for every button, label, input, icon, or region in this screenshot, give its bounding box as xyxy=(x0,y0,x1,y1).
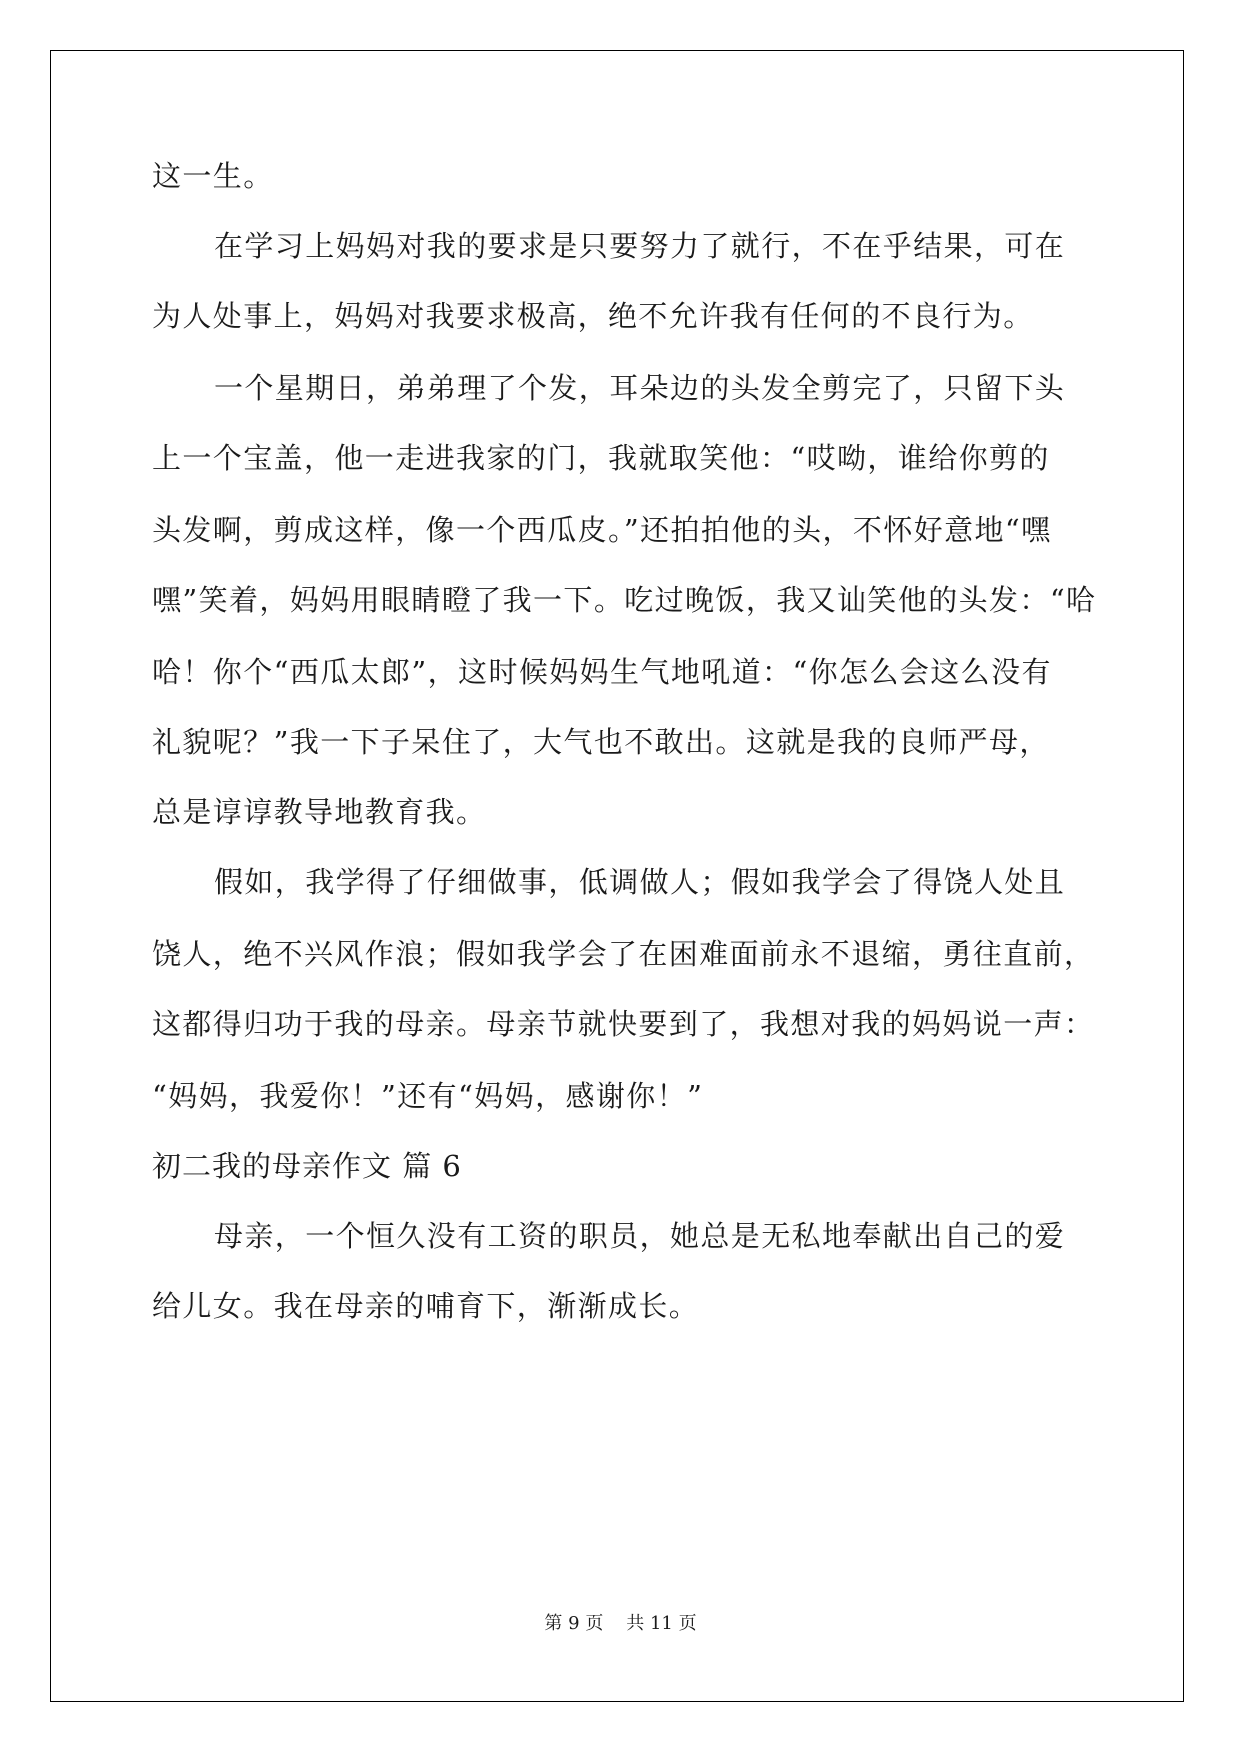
text-line: “妈妈，我爱你！”还有“妈妈，感谢你！” xyxy=(152,1079,704,1113)
text-line: 头发啊，剪成这样，像一个西瓜皮。”还拍拍他的头，不怀好意地“嘿 xyxy=(152,513,1052,547)
text-line: 嘿”笑着，妈妈用眼睛瞪了我一下。吃过晚饭，我又讪笑他的头发：“哈 xyxy=(152,583,1097,617)
total-pages: 共 11 页 xyxy=(626,1613,697,1634)
text-line: 在学习上妈妈对我的要求是只要努力了就行，不在乎结果，可在 xyxy=(214,229,1066,263)
text-line: 上一个宝盖，他一走进我家的门，我就取笑他：“哎呦，谁给你剪的 xyxy=(152,441,1050,475)
page-footer xyxy=(0,1612,1241,1636)
text-line: 哈！你个“西瓜太郎”，这时候妈妈生气地吼道：“你怎么会这么没有 xyxy=(152,655,1052,689)
text-line: 为人处事上，妈妈对我要求极高，绝不允许我有任何的不良行为。 xyxy=(152,299,1034,333)
text-line: 一个星期日，弟弟理了个发，耳朵边的头发全剪完了，只留下头 xyxy=(214,371,1066,405)
text-line: 饶人，绝不兴风作浪；假如我学会了在困难面前永不退缩，勇往直前， xyxy=(152,937,1095,971)
section-heading: 初二我的母亲作文 篇 6 xyxy=(152,1149,462,1183)
text-line: 假如，我学得了仔细做事，低调做人；假如我学会了得饶人处且 xyxy=(214,865,1066,899)
page-number: 第 9 页 xyxy=(544,1613,604,1634)
text-line: 这都得归功于我的母亲。母亲节就快要到了，我想对我的妈妈说一声： xyxy=(152,1007,1095,1041)
text-line: 总是谆谆教导地教育我。 xyxy=(152,795,487,829)
text-line: 礼貌呢？”我一下子呆住了，大气也不敢出。这就是我的良师严母， xyxy=(152,725,1050,759)
text-line: 母亲，一个恒久没有工资的职员，她总是无私地奉献出自己的爱 xyxy=(214,1219,1066,1253)
text-line: 这一生。 xyxy=(152,159,274,193)
text-line: 给儿女。我在母亲的哺育下，渐渐成长。 xyxy=(152,1289,700,1323)
